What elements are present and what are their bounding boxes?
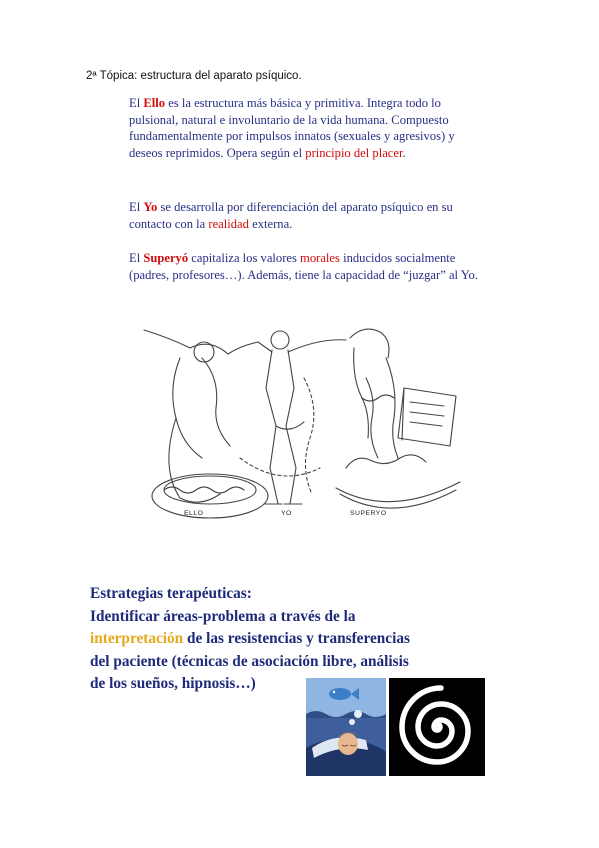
section-heading: 2ª Tópica: estructura del aparato psíquico.	[86, 70, 302, 82]
superyo-paragraph	[129, 250, 489, 283]
dreaming-sleeper-image	[306, 678, 386, 776]
moral-highlight: morales	[300, 251, 340, 265]
ello-end: .	[402, 145, 406, 160]
ello-text: es la estructura más básica y primitiva. Integra todo lo pulsional, natural e involuntario de la vida humana. Compuesto fundamentalmente por impulsos innatos (sexuales y agresivos) y deseos reprimidos. Opera según el	[129, 96, 455, 160]
superyo-end: inducidos socialmente (padres, profesores…). Además, tiene la capacidad de “juzgar” al Yo.	[129, 251, 478, 282]
yo-paragraph	[129, 199, 489, 232]
yo-intro: El	[129, 200, 144, 214]
yo-text: se desarrolla por diferenciación del aparato psíquico en su contacto con la	[129, 200, 453, 231]
psyche-drawing-icon	[140, 318, 480, 530]
sleeping-person-icon	[306, 678, 386, 776]
figure-label-superyo: SUPERYO	[350, 510, 387, 517]
figure-label-yo: YO	[281, 510, 292, 517]
yo-end: externa.	[248, 216, 293, 231]
ello-term: Ello	[143, 96, 166, 110]
superyo-text: capitaliza los valores	[188, 251, 301, 265]
hypnosis-spiral-image	[389, 678, 485, 776]
yo-term: Yo	[143, 200, 158, 214]
pleasure-principle-highlight: principio del placer	[305, 145, 403, 160]
interpretation-highlight: interpretación	[90, 630, 184, 647]
ello-paragraph	[129, 95, 489, 161]
reality-highlight: realidad	[208, 216, 249, 231]
hypnotic-spiral-icon	[389, 678, 485, 776]
strategies-line-3-rest: de las resistencias y transferencias	[183, 630, 410, 647]
ello-yo-superyo-illustration	[140, 318, 480, 530]
strategies-line-4: del paciente (técnicas de asociación libre, análisis	[90, 652, 409, 670]
ello-intro: El	[129, 96, 144, 110]
superyo-intro: El	[129, 251, 144, 265]
strategies-line-2: Identificar áreas-problema a través de la	[90, 607, 356, 625]
strategies-title: Estrategias terapéuticas:	[90, 585, 252, 602]
superyo-term: Superyó	[143, 251, 189, 265]
figure-label-ello: ELLO	[184, 510, 204, 517]
strategies-line-3	[90, 628, 490, 651]
strategies-line-5: de los sueños, hipnosis…)	[90, 675, 256, 692]
